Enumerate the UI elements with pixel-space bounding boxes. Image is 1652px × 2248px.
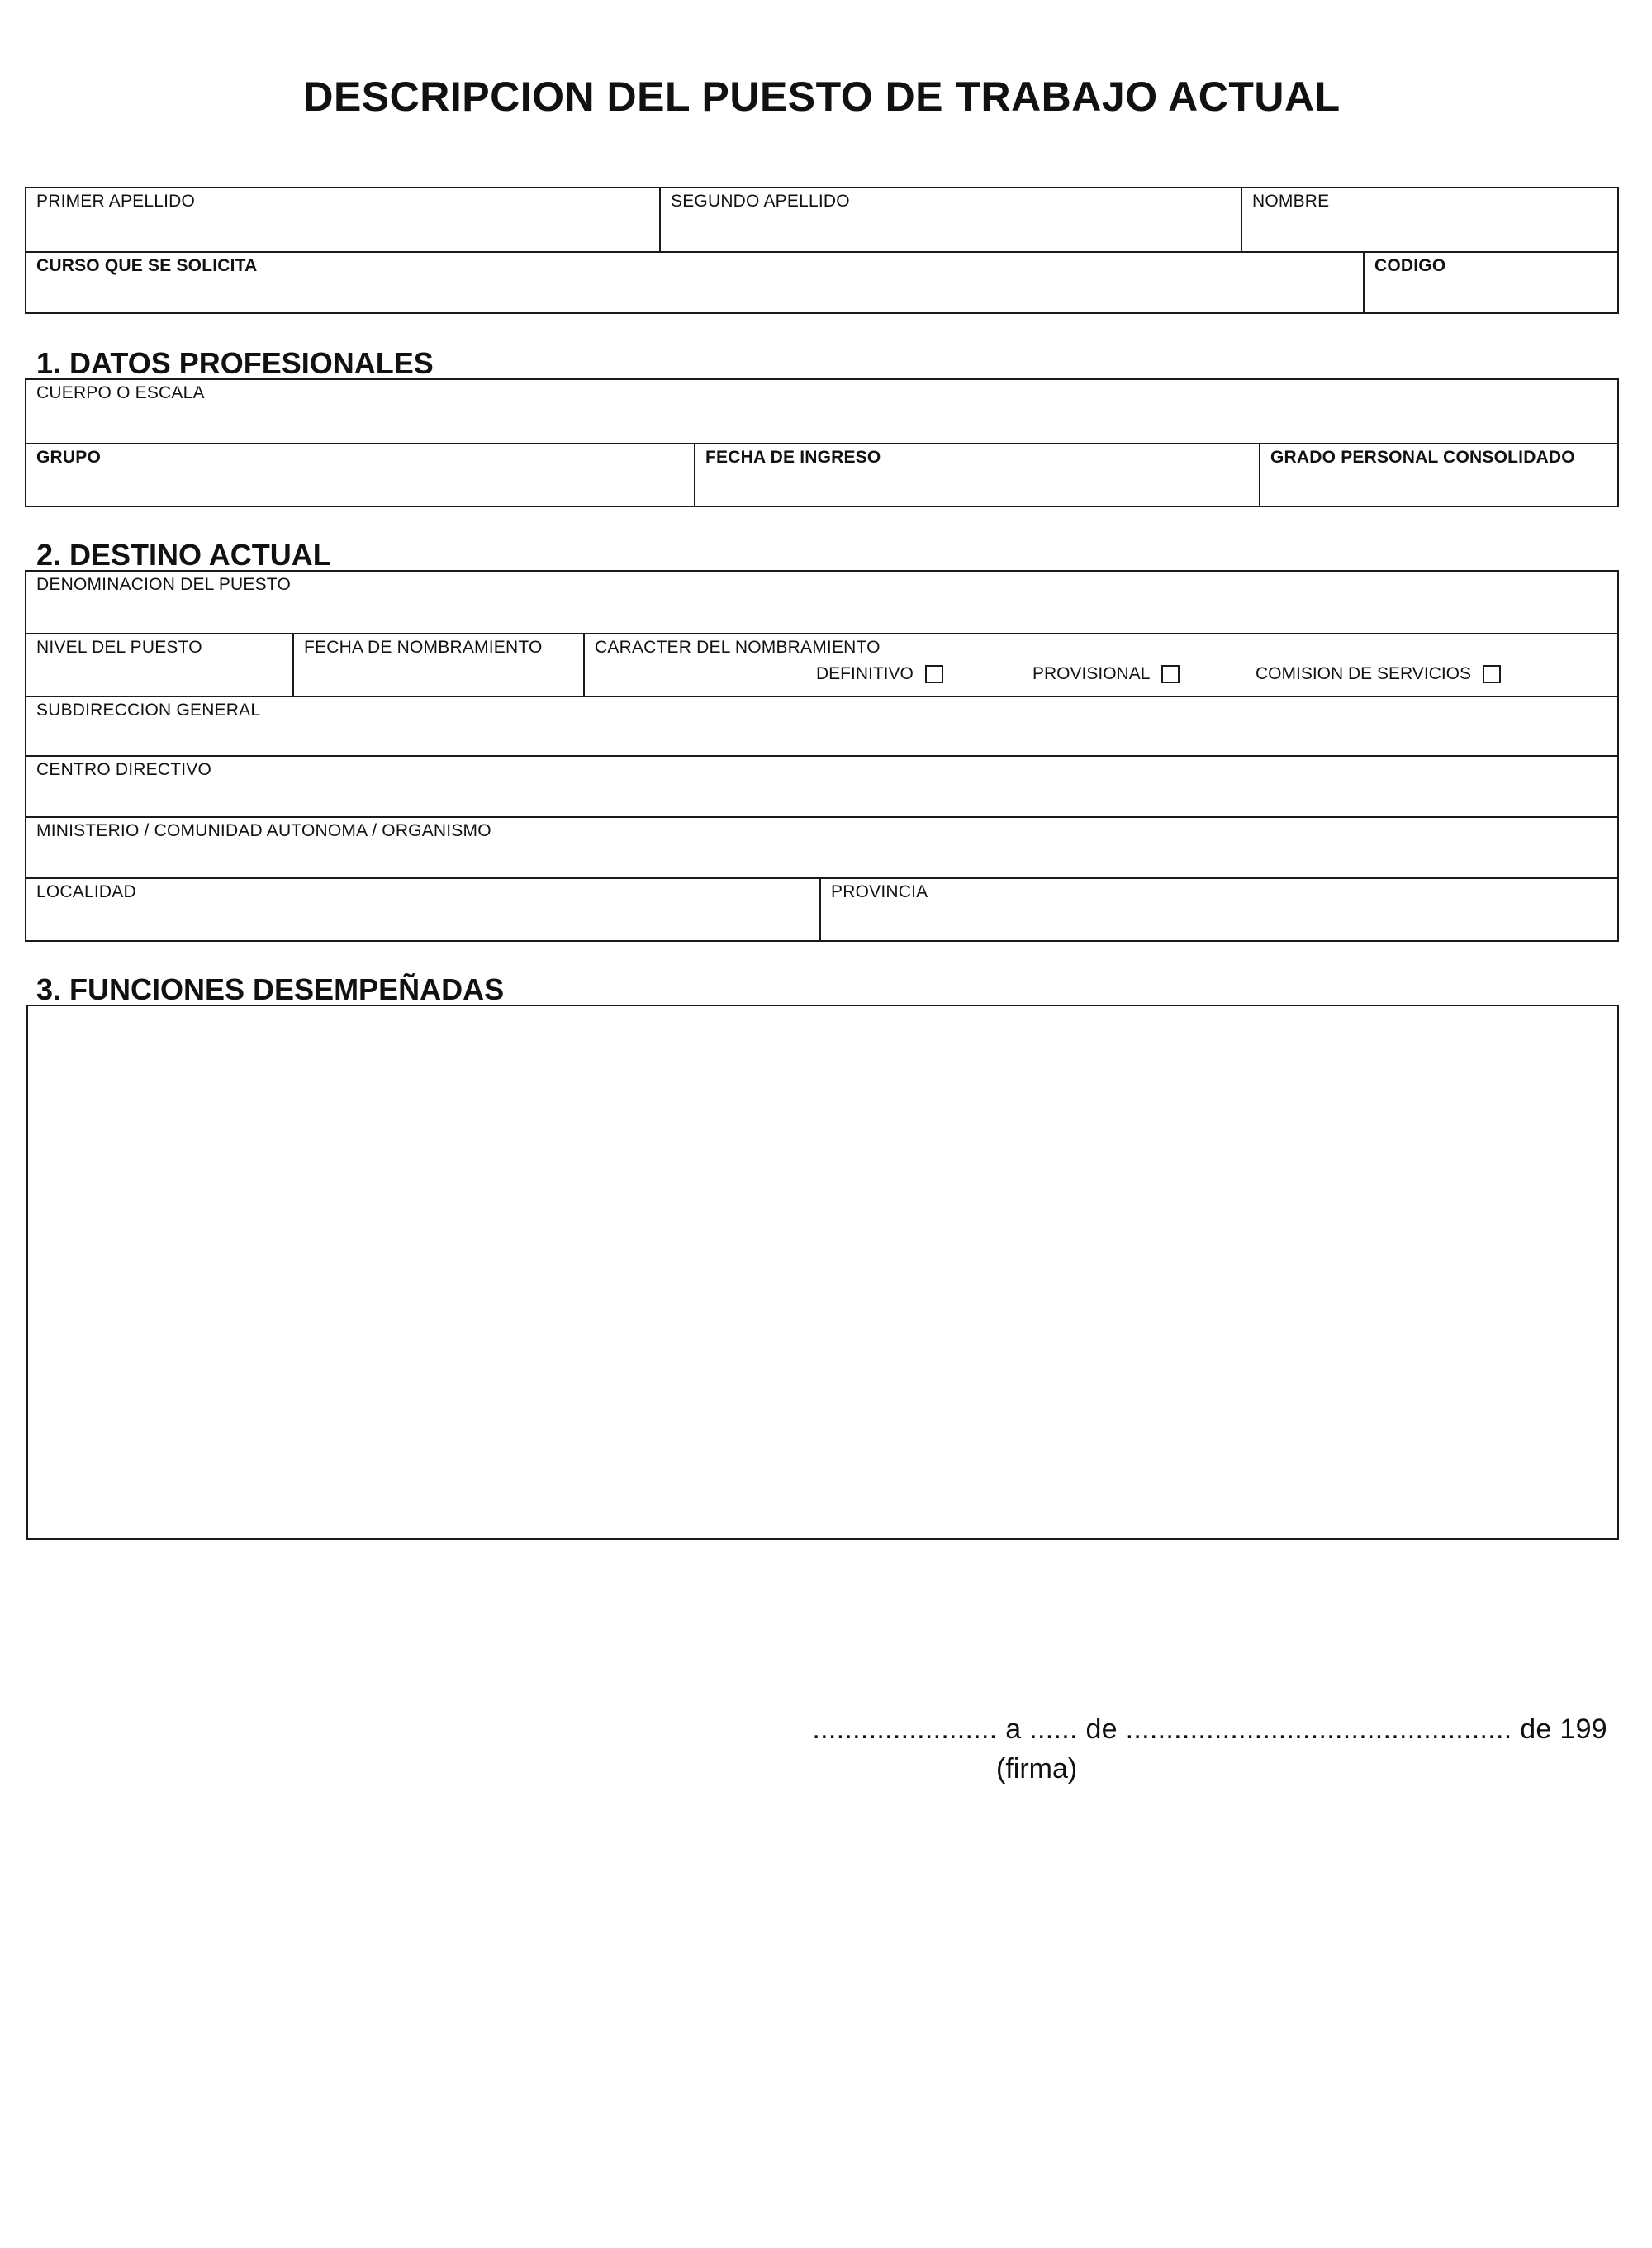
codigo-field[interactable]	[1363, 253, 1617, 312]
nombre-field[interactable]	[1241, 188, 1617, 251]
ministerio-field[interactable]	[26, 818, 1617, 877]
fecha-ingreso-label: FECHA DE INGRESO	[705, 448, 881, 467]
nivel-field[interactable]	[26, 634, 292, 696]
signature-date-line: ....................... a ...... de ................................................ de 199	[812, 1713, 1607, 1745]
definitivo-option[interactable]	[816, 664, 943, 684]
denominacion-field[interactable]	[26, 572, 1617, 633]
nombre-label: NOMBRE	[1252, 192, 1330, 211]
caracter-label: CARACTER DEL NOMBRAMIENTO	[595, 638, 881, 657]
cuerpo-field[interactable]	[26, 380, 1617, 443]
section-1-title: 1. DATOS PROFESIONALES	[36, 346, 434, 380]
centro-field[interactable]	[26, 757, 1617, 816]
section-3-title: 3. FUNCIONES DESEMPEÑADAS	[36, 972, 505, 1006]
curso-field[interactable]	[26, 253, 1363, 312]
curso-label: CURSO QUE SE SOLICITA	[36, 256, 258, 275]
segundo-apellido-label: SEGUNDO APELLIDO	[671, 192, 850, 211]
centro-label: CENTRO DIRECTIVO	[36, 760, 212, 779]
grado-field[interactable]	[1259, 444, 1617, 506]
header-table	[25, 187, 1619, 314]
caracter-options	[585, 664, 1617, 691]
comision-option[interactable]	[1256, 664, 1501, 684]
comision-label: COMISION DE SERVICIOS	[1256, 664, 1471, 683]
ministerio-label: MINISTERIO / COMUNIDAD AUTONOMA / ORGANISMO	[36, 821, 491, 840]
segundo-apellido-field[interactable]	[659, 188, 1241, 251]
primer-apellido-field[interactable]	[26, 188, 659, 251]
provincia-label: PROVINCIA	[831, 882, 928, 901]
provisional-checkbox[interactable]	[1161, 665, 1180, 683]
definitivo-label: DEFINITIVO	[816, 664, 914, 683]
primer-apellido-label: PRIMER APELLIDO	[36, 192, 196, 211]
nivel-label: NIVEL DEL PUESTO	[36, 638, 202, 657]
grupo-label: GRUPO	[36, 448, 102, 467]
provisional-label: PROVISIONAL	[1032, 664, 1151, 683]
codigo-label: CODIGO	[1374, 256, 1446, 275]
destino-actual-table	[25, 570, 1619, 942]
subdireccion-field[interactable]	[26, 697, 1617, 755]
definitivo-checkbox[interactable]	[925, 665, 943, 683]
section-2-title: 2. DESTINO ACTUAL	[36, 538, 331, 572]
subdireccion-label: SUBDIRECCION GENERAL	[36, 701, 261, 720]
denominacion-label: DENOMINACION DEL PUESTO	[36, 575, 291, 594]
document-title: DESCRIPCION DEL PUESTO DE TRABAJO ACTUAL	[303, 74, 1341, 120]
fecha-ingreso-field[interactable]	[694, 444, 1259, 506]
cuerpo-label: CUERPO O ESCALA	[36, 383, 205, 402]
localidad-label: LOCALIDAD	[36, 882, 136, 901]
fecha-nombramiento-field[interactable]	[292, 634, 583, 696]
grupo-field[interactable]	[26, 444, 694, 506]
datos-profesionales-table	[25, 378, 1619, 507]
signature-label: (firma)	[996, 1753, 1078, 1785]
fecha-nombramiento-label: FECHA DE NOMBRAMIENTO	[304, 638, 543, 657]
funciones-textarea[interactable]	[26, 1005, 1619, 1540]
localidad-field[interactable]	[26, 879, 819, 940]
caracter-field	[583, 634, 1617, 696]
comision-checkbox[interactable]	[1483, 665, 1501, 683]
grado-label: GRADO PERSONAL CONSOLIDADO	[1270, 448, 1575, 467]
provisional-option[interactable]	[1032, 664, 1180, 684]
provincia-field[interactable]	[819, 879, 1617, 940]
